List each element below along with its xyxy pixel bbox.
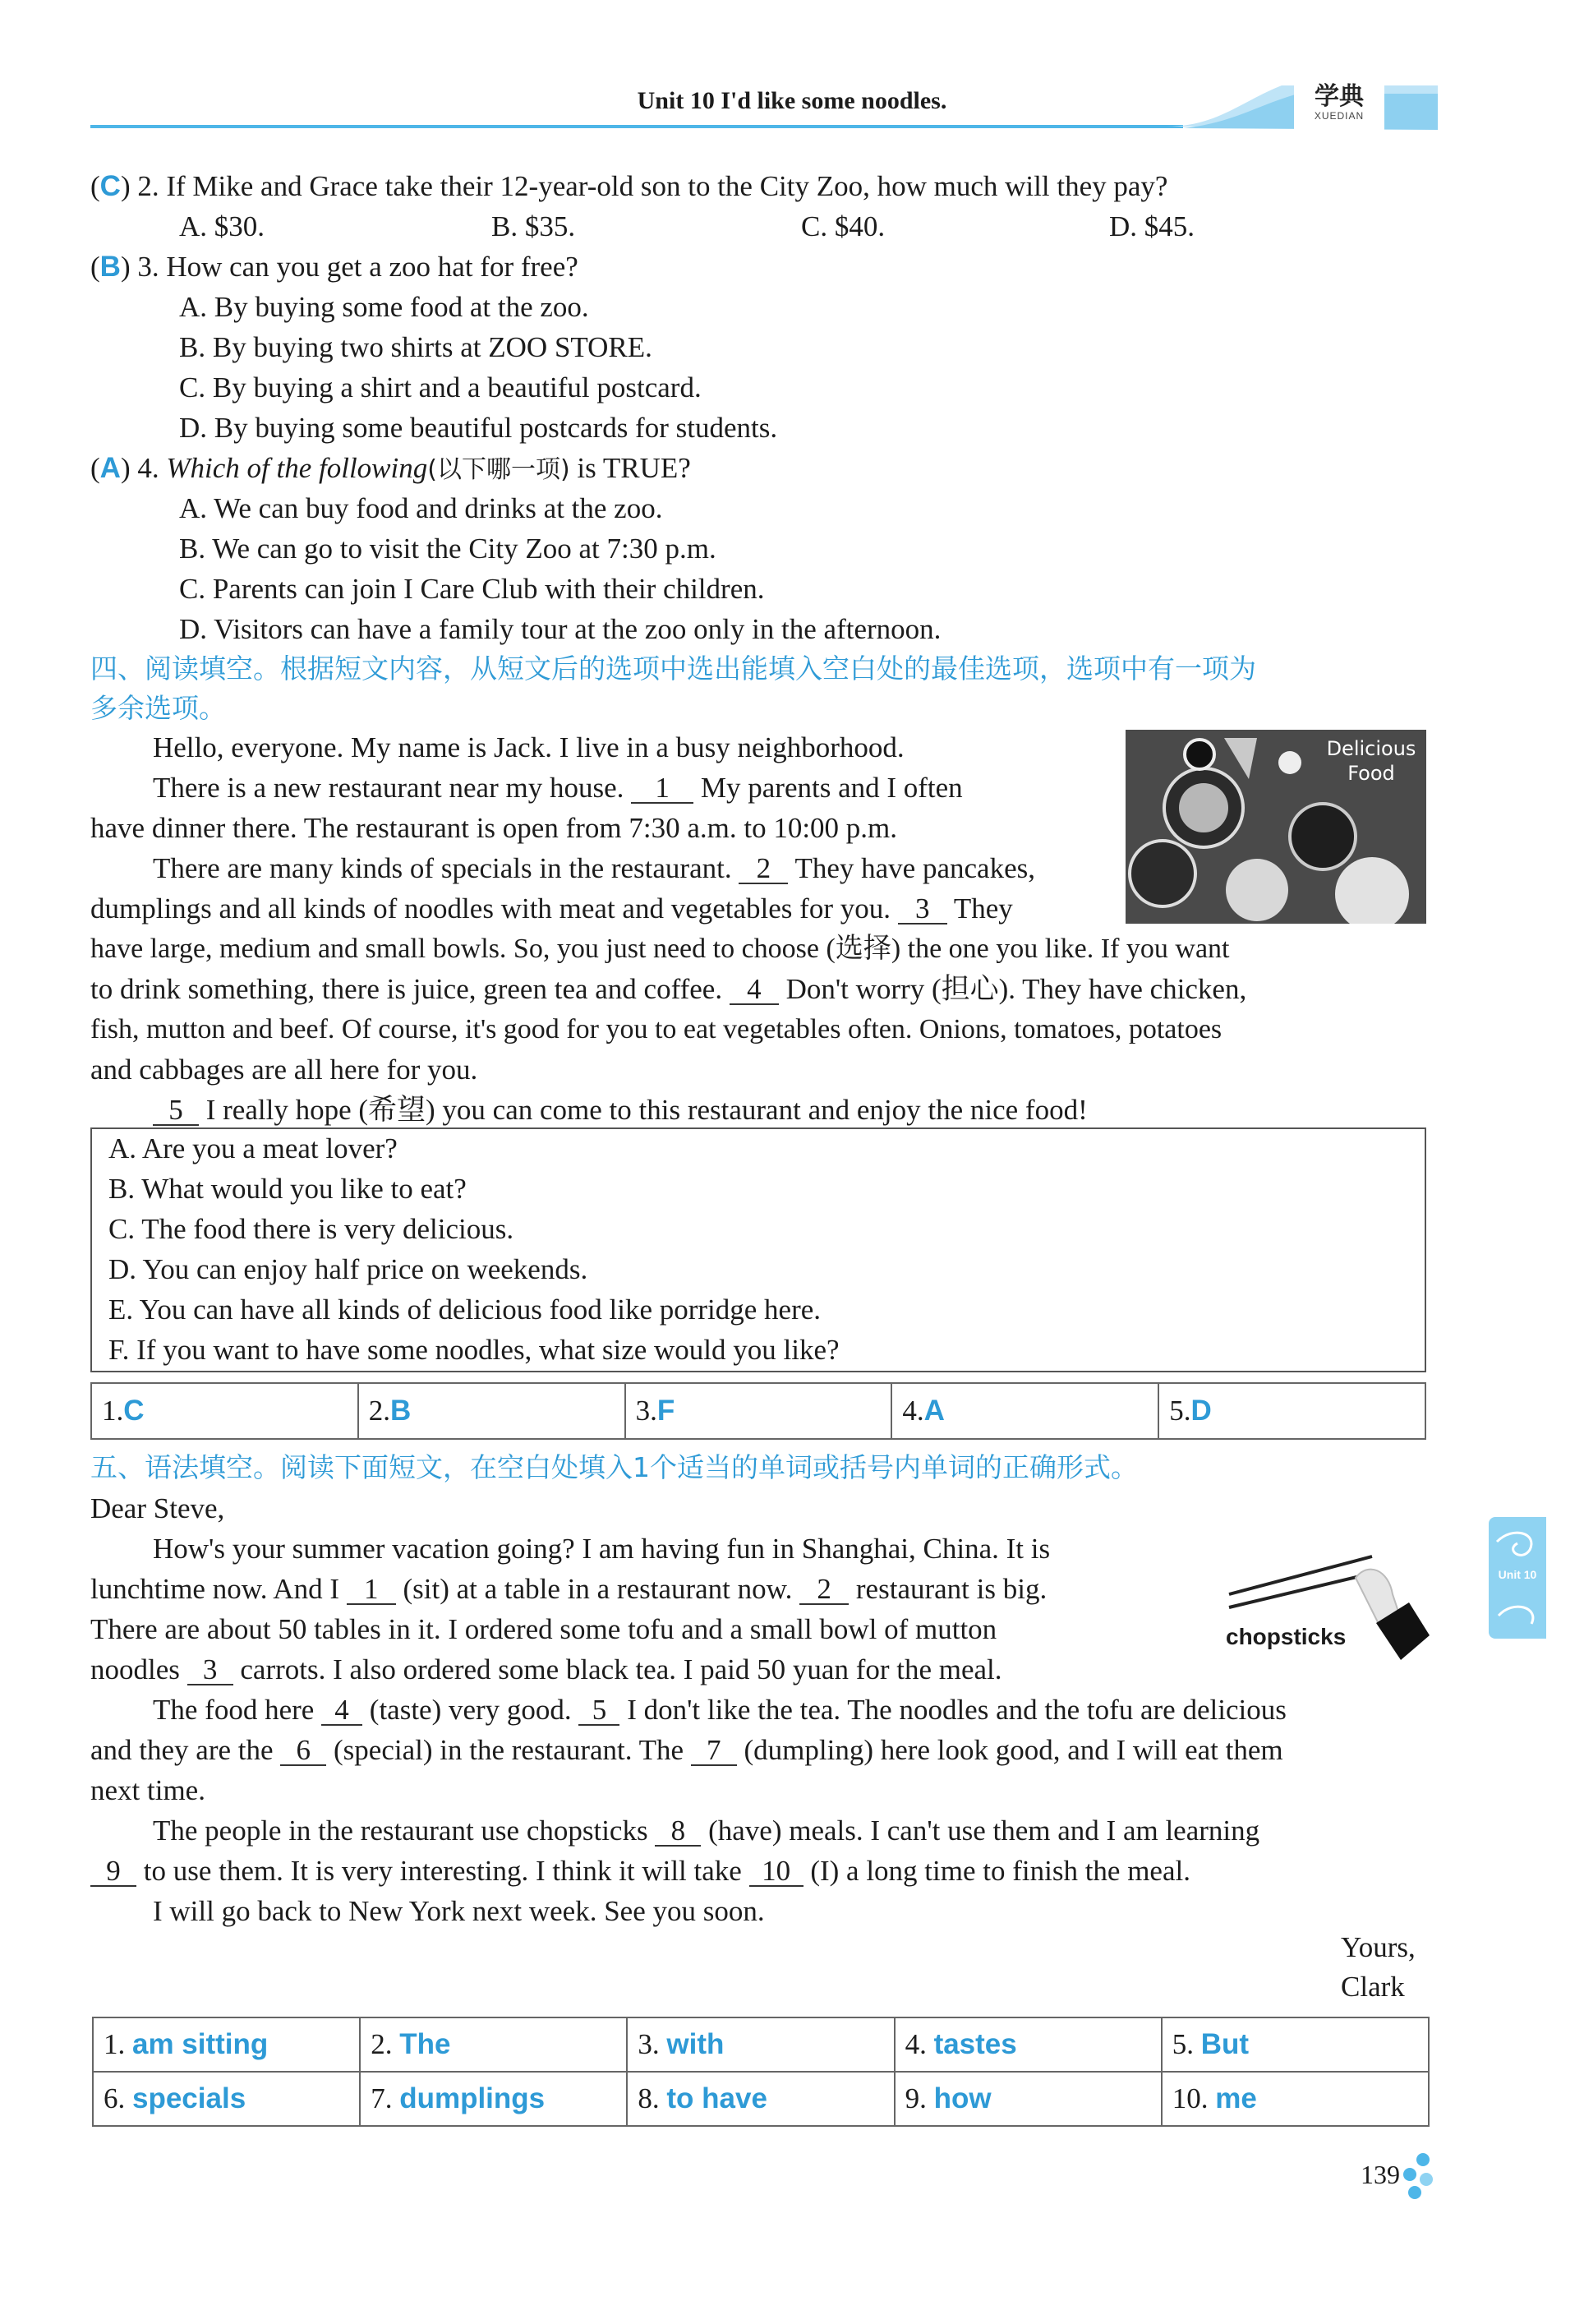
p5-line-5: The food here 4 (taste) very good. 5 I don't like the tea. The noodles and the tofu are delicious: [153, 1694, 1287, 1726]
q4-option-a: A. We can buy food and drinks at the zoo.: [179, 492, 663, 524]
q3-option-b: B. By buying two shirts at ZOO STORE.: [179, 331, 652, 363]
p4-line-7: to drink something, there is juice, green tea and coffee. 4 Don't worry (担心). They have chicken,: [90, 973, 1247, 1005]
part4-heading-line1: 四、阅读填空。根据短文内容，从短文后的选项中选出能填入空白处的最佳选项，选项中有一项为: [90, 652, 1256, 685]
question-2: (C) 2. If Mike and Grace take their 12-year-old son to the City Zoo, how much will they pay?: [90, 170, 1168, 202]
q2-option-d: D. $45.: [1109, 210, 1195, 242]
logo-subtext: XUEDIAN: [1314, 110, 1365, 122]
p5-line-8: The people in the restaurant use chopsticks 8 (have) meals. I can't use them and I am learning: [153, 1814, 1260, 1847]
answer-q4: A: [99, 452, 121, 484]
p5-line-6: and they are the 6 (special) in the restaurant. The 7 (dumpling) here look good, and I will eat them: [90, 1734, 1283, 1766]
blank-1: 1: [631, 774, 693, 804]
option-c: C. The food there is very delicious.: [108, 1213, 514, 1245]
blank-p5-5: 5: [578, 1696, 619, 1726]
blank-3: 3: [898, 895, 947, 925]
q2-option-b: B. $35.: [491, 210, 576, 242]
answer-cell: 2. The: [360, 2017, 627, 2072]
page-header-title: Unit 10 I'd like some noodles.: [637, 87, 947, 114]
answer-cell: 7. dumplings: [360, 2072, 627, 2126]
answer-cell: 1. am sitting: [93, 2017, 360, 2072]
p4-line-9: and cabbages are all here for you.: [90, 1054, 478, 1086]
p4-line-6: have large, medium and small bowls. So, you just need to choose (选择) the one you like. If you want: [90, 934, 1230, 964]
answer-cell: 5. But: [1162, 2017, 1429, 2072]
side-tab-label: Unit 10: [1498, 1568, 1537, 1581]
p5-line-4: noodles 3 carrots. I also ordered some black tea. I paid 50 yuan for the meal.: [90, 1653, 1002, 1685]
question-3: (B) 3. How can you get a zoo hat for free?: [90, 251, 578, 283]
blank-p5-8: 8: [655, 1817, 701, 1847]
chopsticks-label: chopsticks: [1226, 1624, 1347, 1649]
chopsticks-icon: [1224, 1545, 1438, 1693]
option-b: B. What would you like to eat?: [108, 1173, 467, 1205]
part5-heading: 五、语法填空。阅读下面短文，在空白处填入1个适当的单词或括号内单词的正确形式。: [90, 1451, 1138, 1483]
p5-line-3: There are about 50 tables in it. I ordered some tofu and a small bowl of mutton: [90, 1613, 997, 1645]
letter-salutation: Dear Steve,: [90, 1492, 225, 1524]
question-3-stem: How can you get a zoo hat for free?: [166, 251, 578, 283]
p5-line-10: I will go back to New York next week. See you soon.: [153, 1895, 765, 1927]
header-rule: [90, 125, 1183, 128]
blank-p5-1: 1: [347, 1575, 396, 1605]
question-4: (A) 4. Which of the following(以下哪一项) is TRUE?: [90, 452, 691, 484]
p5-line-1: How's your summer vacation going? I am having fun in Shanghai, China. It is: [153, 1533, 1051, 1565]
blank-p5-6: 6: [280, 1736, 326, 1766]
option-a: A. Are you a meat lover?: [108, 1132, 398, 1164]
blank-p5-9: 9: [90, 1857, 136, 1887]
letter-closing: Yours,: [1341, 1931, 1416, 1963]
answer-cell: 1.C: [91, 1383, 358, 1439]
q3-option-d: D. By buying some beautiful postcards for students.: [179, 412, 778, 444]
q4-option-b: B. We can go to visit the City Zoo at 7:30 p.m.: [179, 533, 716, 565]
option-e: E. You can have all kinds of delicious food like porridge here.: [108, 1293, 822, 1326]
answer-cell: 4. tastes: [895, 2017, 1162, 2072]
part4-answer-table: [90, 1382, 1426, 1440]
p5-line-7: next time.: [90, 1774, 205, 1806]
p4-line-10: 5 I really hope (希望) you can come to this restaurant and enjoy the nice food!: [153, 1092, 1088, 1128]
page-number: 139: [1361, 2160, 1400, 2189]
p4-line-4: There are many kinds of specials in the restaurant. 2 They have pancakes,: [153, 852, 1035, 884]
p4-line-5: dumplings and all kinds of noodles with meat and vegetables for you. 3 They: [90, 892, 1013, 925]
p5-line-9: 9 to use them. It is very interesting. I think it will take 10 (I) a long time to finish the meal.: [90, 1853, 1190, 1889]
answer-cell: 2.B: [358, 1383, 625, 1439]
part5-answer-table: [92, 2017, 1430, 2127]
answer-q3: B: [99, 251, 121, 283]
part4-options-box: [90, 1127, 1426, 1372]
q2-option-c: C. $40.: [801, 210, 886, 242]
part4-heading-line2: 多余选项。: [90, 692, 226, 724]
blank-p5-4: 4: [321, 1696, 362, 1726]
question-2-stem: If Mike and Grace take their 12-year-old son to the City Zoo, how much will they pay?: [166, 170, 1168, 202]
q2-option-a: A. $30.: [179, 210, 265, 242]
blank-4: 4: [730, 975, 779, 1005]
blank-p5-10: 10: [749, 1857, 804, 1887]
side-unit-tab: [1489, 1517, 1546, 1639]
logo-text: 学典: [1315, 82, 1364, 111]
blank-p5-3: 3: [187, 1656, 233, 1685]
option-d: D. You can enjoy half price on weekends.: [108, 1253, 588, 1285]
answer-cell: 8. to have: [627, 2072, 894, 2126]
letter-signature: Clark: [1341, 1971, 1405, 2003]
q3-option-a: A. By buying some food at the zoo.: [179, 291, 589, 323]
page-number-dots-icon: [1397, 2151, 1438, 2202]
delicious-food-image: [1126, 730, 1426, 924]
answer-cell: 10. me: [1162, 2072, 1429, 2126]
answer-cell: 3.F: [625, 1383, 892, 1439]
blank-p5-7: 7: [691, 1736, 737, 1766]
answer-cell: 5.D: [1158, 1383, 1425, 1439]
p4-line-1: Hello, everyone. My name is Jack. I live in a busy neighborhood.: [153, 731, 905, 763]
blank-5: 5: [153, 1096, 199, 1126]
food-image-caption: Delicious Food: [1326, 737, 1416, 785]
p4-line-8: fish, mutton and beef. Of course, it's good for you to eat vegetables often. Onions, tomatoes, potatoes: [90, 1014, 1223, 1044]
answer-q2: C: [99, 170, 121, 202]
answer-cell: 9. how: [895, 2072, 1162, 2126]
q3-option-c: C. By buying a shirt and a beautiful postcard.: [179, 371, 702, 403]
p5-line-2: lunchtime now. And I 1 (sit) at a table in a restaurant now. 2 restaurant is big.: [90, 1573, 1048, 1605]
answer-cell: 6. specials: [93, 2072, 360, 2126]
q4-option-c: C. Parents can join I Care Club with their children.: [179, 573, 765, 605]
q4-option-d: D. Visitors can have a family tour at the zoo only in the afternoon.: [179, 613, 942, 645]
answer-cell: 3. with: [627, 2017, 894, 2072]
blank-p5-2: 2: [799, 1575, 849, 1605]
p4-line-2: There is a new restaurant near my house. 1 My parents and I often: [153, 772, 963, 804]
p4-line-3: have dinner there. The restaurant is open from 7:30 a.m. to 10:00 p.m.: [90, 812, 898, 844]
answer-cell: 4.A: [891, 1383, 1158, 1439]
option-f: F. If you want to have some noodles, what size would you like?: [108, 1334, 840, 1366]
blank-2: 2: [739, 855, 788, 884]
